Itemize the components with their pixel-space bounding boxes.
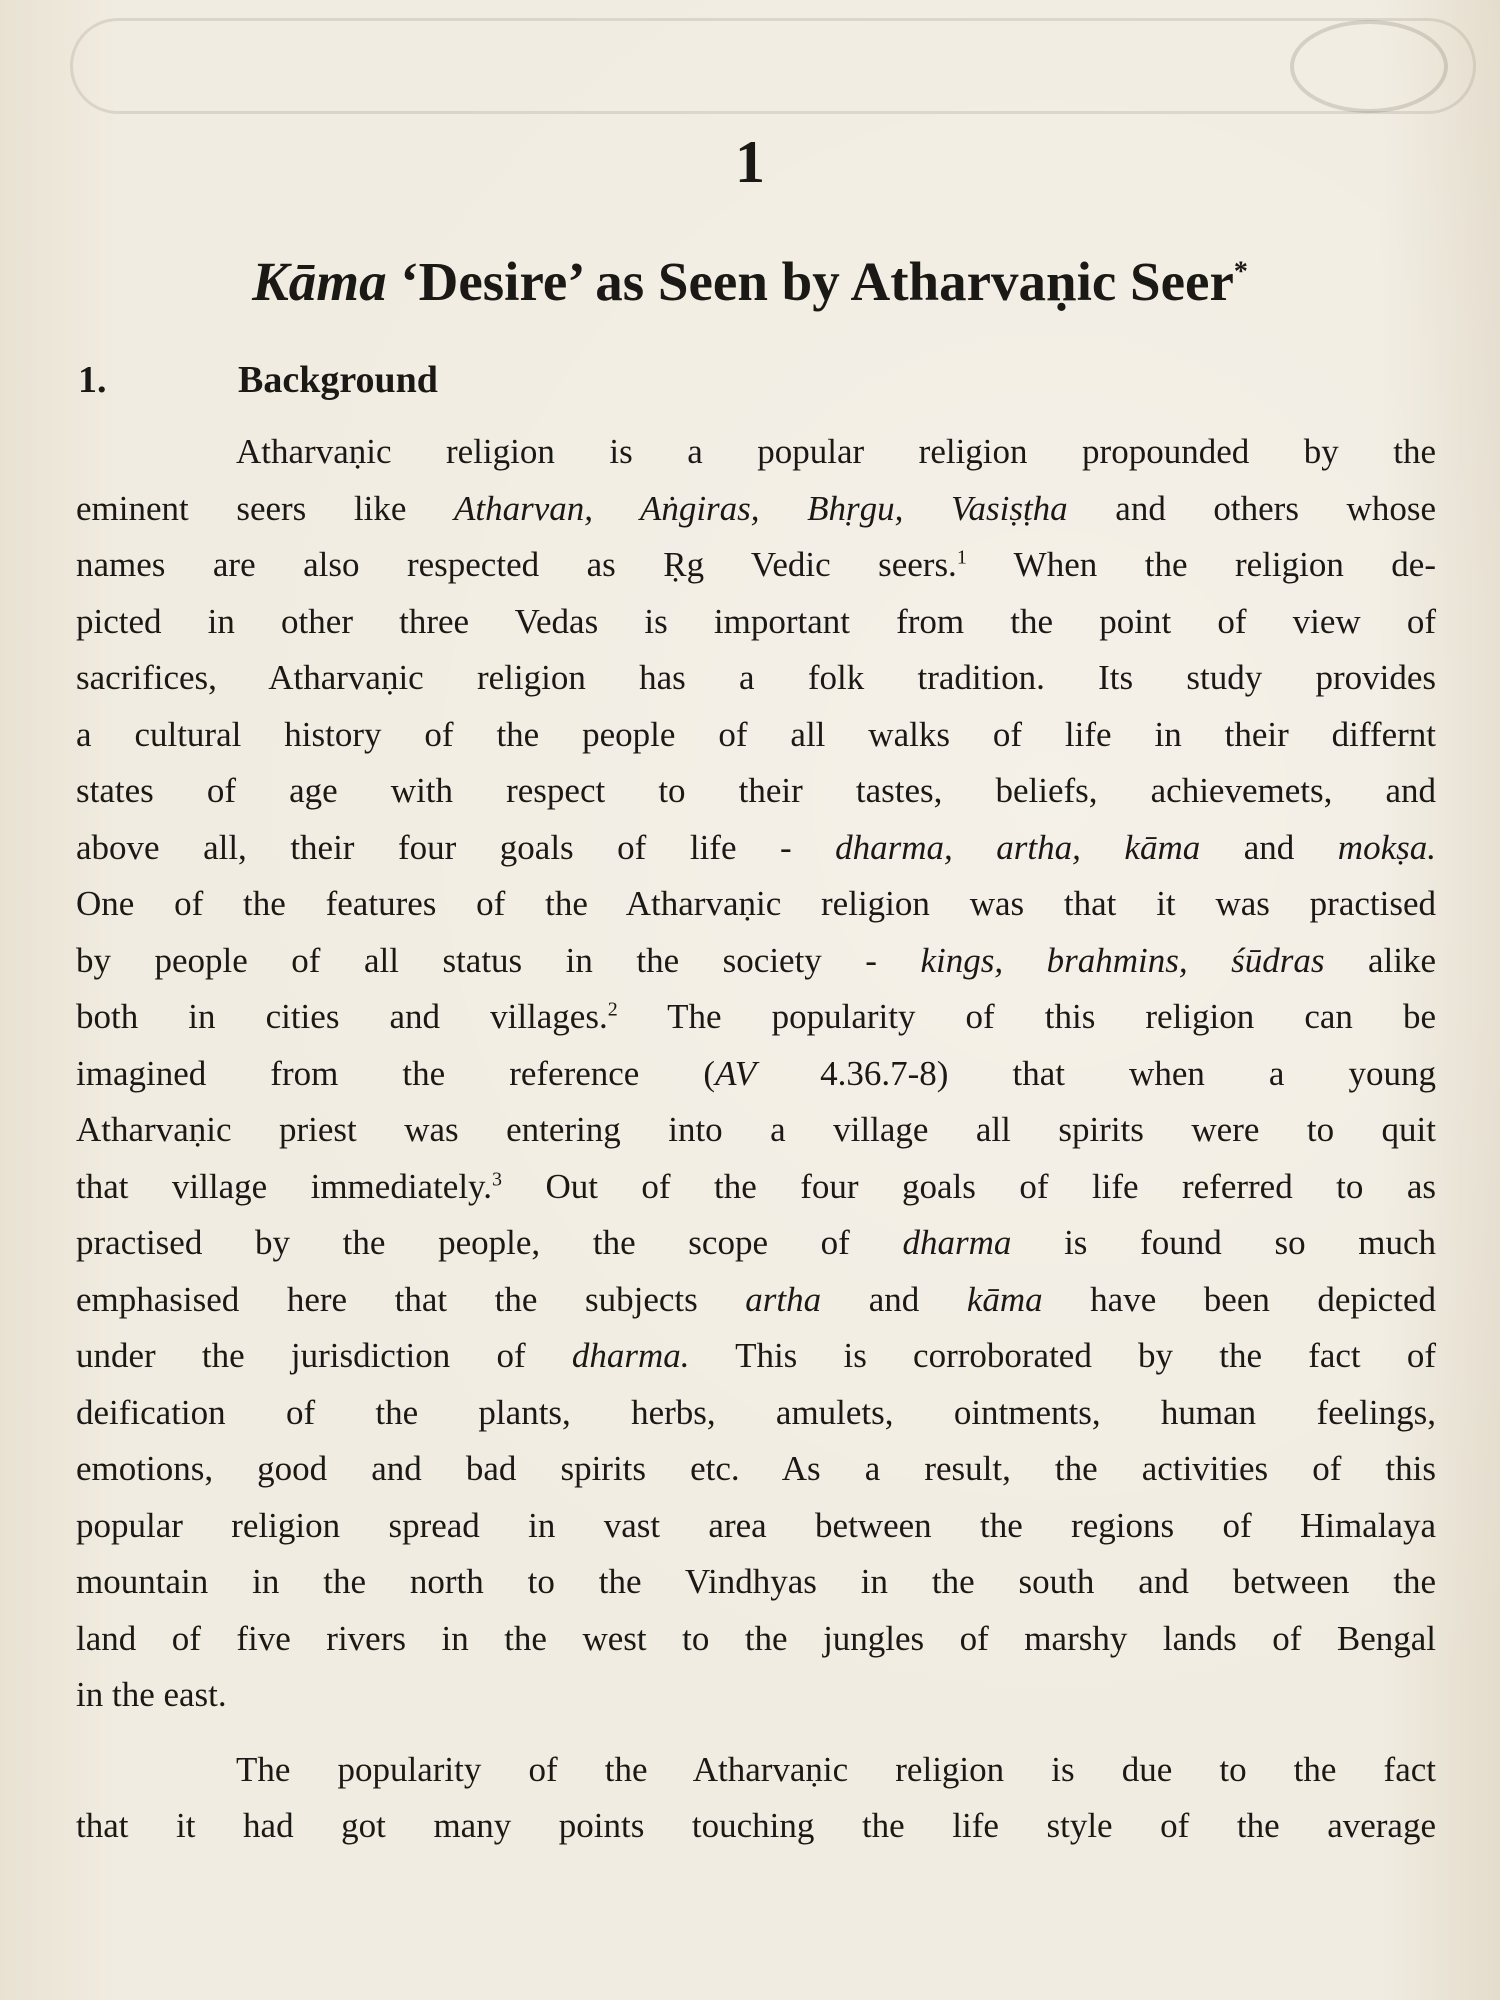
text-segment: The popularity of this religion can be xyxy=(617,997,1436,1036)
section-number: 1. xyxy=(78,359,107,401)
text-segment: 4.36.7-8) that when a young xyxy=(756,1053,1436,1093)
text-segment: alike xyxy=(1324,940,1436,980)
text-line xyxy=(76,1611,1436,1668)
text-segment: states of age with respect to their tastes, beliefs, achievemets, and xyxy=(76,771,1436,810)
chapter-title-text: ‘Desire’ as Seen by Atharvaṇic Seer xyxy=(386,251,1234,312)
text-segment: emotions, good and bad spirits etc. As a result, the activities of this xyxy=(76,1449,1436,1488)
text-line xyxy=(76,1159,1436,1216)
text-segment: practised by the people, the scope of xyxy=(76,1223,903,1262)
text-segment: One of the features of the Atharvaṇic religion was that it was practised xyxy=(76,884,1436,923)
text-segment: in the east. xyxy=(76,1675,227,1714)
text-segment: emphasised here that the subjects xyxy=(76,1279,746,1319)
text-segment: under the jurisdiction of xyxy=(76,1336,572,1375)
text-segment: and xyxy=(821,1279,967,1319)
text-line xyxy=(76,820,1436,877)
text-segment: Out of the four goals of life referred to as xyxy=(502,1166,1436,1206)
italic-term: dharma xyxy=(902,1223,1012,1262)
text-line xyxy=(76,1328,1436,1385)
text-line xyxy=(76,424,1436,481)
text-segment: that it had got many points touching the life style of the average xyxy=(76,1806,1436,1845)
text-segment: eminent seers like xyxy=(76,488,454,528)
text-segment: imagined from the reference ( xyxy=(76,1053,716,1093)
italic-term: artha xyxy=(745,1279,822,1319)
text-line xyxy=(76,1102,1436,1159)
text-segment: names are also respected as Ṛg Vedic seers. xyxy=(76,545,957,584)
text-line xyxy=(76,1046,1436,1103)
text-segment: a cultural history of the people of all walks of life in their differnt xyxy=(76,714,1436,754)
section-title: Background xyxy=(238,359,438,401)
italic-term: kāma xyxy=(966,1279,1043,1319)
text-line xyxy=(76,933,1436,990)
text-line xyxy=(76,1215,1436,1272)
italic-term: Atharvan, Aṅgiras, Bhṛgu, Vasiṣṭha xyxy=(453,488,1068,528)
bleed-through-page-badge xyxy=(1290,20,1448,113)
chapter-title xyxy=(0,250,1500,313)
text-line xyxy=(76,1554,1436,1611)
text-segment: deification of the plants, herbs, amulets, ointments, human feelings, xyxy=(76,1392,1436,1432)
text-segment: The popularity of the Atharvaṇic religion is due to the fact xyxy=(236,1749,1436,1789)
text-line xyxy=(76,1798,1436,1855)
text-segment: by people of all status in the society - xyxy=(76,940,921,980)
text-line xyxy=(76,650,1436,707)
paragraph-1 xyxy=(76,424,1436,1724)
text-segment: When the religion de- xyxy=(966,545,1436,584)
text-line xyxy=(76,989,1436,1046)
chapter-title-footnote-mark: * xyxy=(1233,256,1248,288)
body-text xyxy=(76,424,1436,1855)
text-segment: and xyxy=(1200,827,1338,867)
text-segment: Atharvaṇic religion is a popular religion propounded by the xyxy=(236,432,1436,471)
text-line xyxy=(76,1385,1436,1442)
text-line xyxy=(76,1441,1436,1498)
paragraph-2 xyxy=(76,1742,1436,1855)
text-line xyxy=(76,1272,1436,1329)
text-segment: sacrifices, Atharvaṇic religion has a folk tradition. Its study provides xyxy=(76,658,1436,697)
text-line xyxy=(76,707,1436,764)
italic-term: kings, brahmins, śūdras xyxy=(920,940,1325,980)
text-segment: have been depicted xyxy=(1042,1279,1436,1319)
italic-term: dharma. xyxy=(571,1336,690,1375)
chapter-title-italic: Kāma xyxy=(252,251,387,312)
text-segment: Atharvaṇic priest was entering into a village all spirits were to quit xyxy=(76,1110,1436,1149)
footnote-mark: 3 xyxy=(492,1167,503,1190)
text-line xyxy=(76,1498,1436,1555)
italic-term: AV xyxy=(715,1053,757,1093)
text-line xyxy=(76,537,1436,594)
text-segment: above all, their four goals of life - xyxy=(76,827,836,867)
text-line xyxy=(76,481,1436,538)
chapter-number: 1 xyxy=(735,129,765,195)
text-segment: This is corroborated by the fact of xyxy=(689,1336,1436,1375)
text-line xyxy=(76,1667,1436,1724)
text-line xyxy=(76,594,1436,651)
text-segment: that village immediately. xyxy=(76,1166,493,1206)
bleed-through-header-frame xyxy=(70,18,1476,114)
text-line xyxy=(76,1742,1436,1799)
text-segment: popular religion spread in vast area between the regions of Himalaya xyxy=(76,1505,1436,1545)
footnote-mark: 2 xyxy=(607,998,618,1021)
italic-term: dharma, artha, kāma xyxy=(835,827,1201,867)
text-segment: mountain in the north to the Vindhyas in the south and between the xyxy=(76,1562,1436,1601)
section-heading xyxy=(78,358,438,402)
text-segment: both in cities and villages. xyxy=(76,997,608,1036)
italic-term: mokṣa. xyxy=(1337,827,1436,867)
text-line xyxy=(76,763,1436,820)
text-segment: land of five rivers in the west to the jungles of marshy lands of Bengal xyxy=(76,1618,1436,1658)
text-segment: and others whose xyxy=(1067,488,1436,528)
text-line xyxy=(76,876,1436,933)
footnote-mark: 1 xyxy=(956,546,967,569)
text-segment: picted in other three Vedas is important from the point of view of xyxy=(76,601,1436,641)
text-segment: is found so much xyxy=(1011,1223,1437,1262)
